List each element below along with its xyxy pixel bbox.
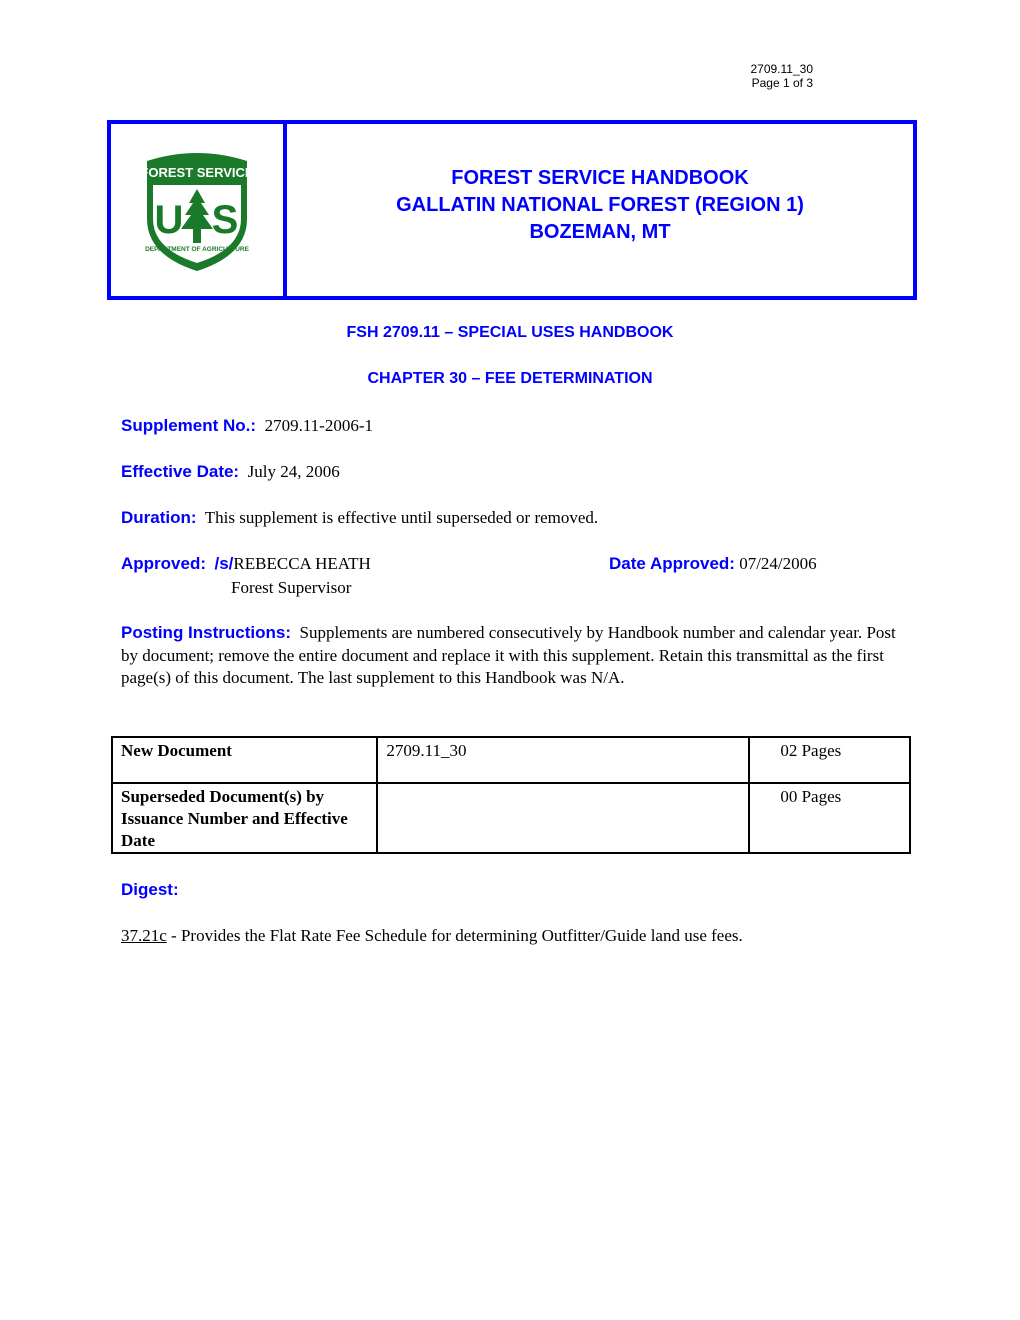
table-row	[112, 783, 910, 853]
approved-field	[121, 553, 371, 575]
page-label: Page 1 of 3	[751, 76, 813, 90]
title-line-3: BOZEMAN, MT	[529, 220, 671, 243]
approved-signature-prefix: /s/	[214, 554, 234, 573]
duration-field	[121, 507, 598, 529]
row-label: Superseded Document(s) by Issuance Number and Effective Date	[112, 783, 377, 853]
row-document	[377, 783, 749, 853]
header-box	[107, 120, 917, 300]
transmittal-table	[111, 736, 911, 854]
logo-bottom-text: DEPARTMENT OF AGRICULTURE	[145, 246, 249, 253]
approver-title: Forest Supervisor	[231, 578, 352, 597]
supplement-field	[121, 415, 373, 437]
row-document: 2709.11_30	[377, 737, 749, 783]
approved-label: Approved:	[121, 554, 206, 573]
handbook-title: FSH 2709.11 – SPECIAL USES HANDBOOK	[346, 324, 674, 341]
logo-right-letter: S	[211, 198, 239, 242]
date-approved-label: Date Approved:	[609, 554, 735, 573]
table-row	[112, 737, 910, 783]
title-block	[287, 124, 913, 296]
row-label: New Document	[112, 737, 377, 783]
chapter-title: CHAPTER 30 – FEE DETERMINATION	[367, 370, 653, 387]
supplement-label: Supplement No.:	[121, 416, 257, 435]
effective-date-label: Effective Date:	[121, 462, 240, 481]
document-id: 2709.11_30	[750, 62, 813, 76]
row-pages: 00 Pages	[749, 783, 910, 853]
digest-text: - Provides the Flat Rate Fee Schedule for determining Outfitter/Guide land use fees.	[166, 926, 743, 945]
digest-entry	[121, 925, 743, 947]
title-line-2: GALLATIN NATIONAL FOREST (REGION 1)	[396, 193, 804, 216]
effective-date-field	[121, 461, 340, 483]
logo-top-text: FOREST SERVICE	[140, 165, 254, 180]
duration-value: This supplement is effective until superseded or removed.	[204, 508, 599, 527]
digest-label: Digest:	[121, 880, 179, 899]
digest-section-link[interactable]: 37.21c	[121, 926, 167, 945]
logo-cell	[111, 124, 287, 296]
logo-left-letter: U	[154, 198, 184, 242]
supplement-value: 2709.11-2006-1	[264, 416, 374, 435]
approved-name: REBECCA HEATH	[233, 554, 371, 573]
posting-label: Posting Instructions:	[121, 623, 291, 642]
title-line-1: FOREST SERVICE HANDBOOK	[451, 166, 749, 189]
usda-forest-service-shield-icon	[139, 147, 255, 273]
posting-text: Supplements are numbered consecutively by Handbook number and calendar year. Post by document; remove the entire document and replace it with this supplement. Retain this transmittal as the first page(s) of this document. The last supplement to this Handbook was N/A.	[121, 623, 896, 687]
duration-label: Duration:	[121, 508, 197, 527]
page-number	[750, 62, 813, 90]
posting-instructions	[121, 622, 901, 690]
date-approved-field	[609, 553, 817, 575]
date-approved-value: 07/24/2006	[739, 554, 817, 573]
row-pages: 02 Pages	[749, 737, 910, 783]
effective-date-value: July 24, 2006	[247, 462, 340, 481]
